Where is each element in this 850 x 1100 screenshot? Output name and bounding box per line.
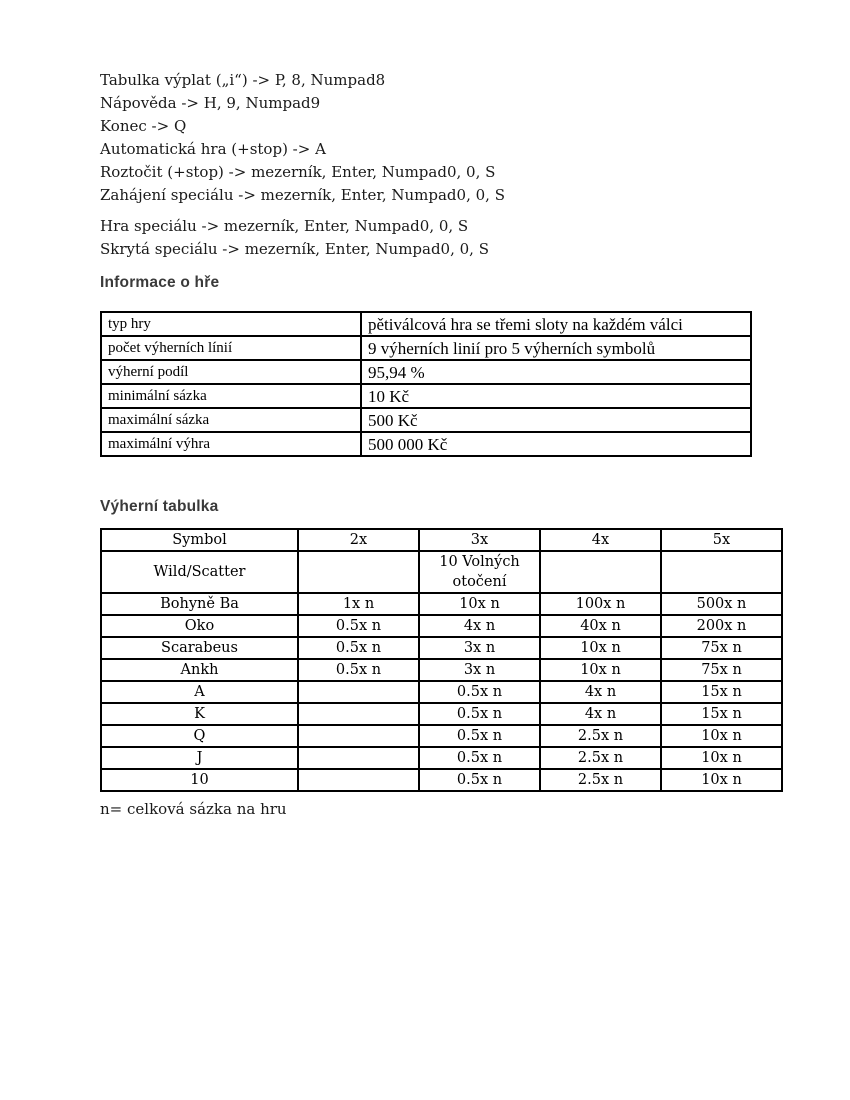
table-row <box>101 593 782 615</box>
game-info-heading: Informace o hře <box>100 274 220 291</box>
symbol-cell: Scarabeus <box>101 637 298 659</box>
payout-cell: 75x n <box>661 637 782 659</box>
column-header: 3x <box>419 529 540 551</box>
payout-cell: 0.5x n <box>419 769 540 791</box>
symbol-cell: Oko <box>101 615 298 637</box>
table-row <box>101 659 782 681</box>
payout-cell: 200x n <box>661 615 782 637</box>
symbol-cell: Q <box>101 725 298 747</box>
table-row <box>101 725 782 747</box>
table-row <box>101 747 782 769</box>
payout-cell: 3x n <box>419 659 540 681</box>
payout-cell: 10x n <box>419 593 540 615</box>
payout-cell <box>540 551 661 593</box>
payout-cell: 0.5x n <box>419 703 540 725</box>
column-header: 5x <box>661 529 782 551</box>
info-label: maximální sázka <box>101 408 361 432</box>
info-value: 500 000 Kč <box>361 432 751 456</box>
symbol-cell: Ankh <box>101 659 298 681</box>
info-label: počet výherních línií <box>101 336 361 360</box>
payout-cell: 10x n <box>540 637 661 659</box>
payout-cell <box>298 725 419 747</box>
payout-cell <box>298 681 419 703</box>
table-row <box>101 312 751 336</box>
payout-cell: 40x n <box>540 615 661 637</box>
table-row <box>101 432 751 456</box>
shortcut-line: Automatická hra (+stop) -> A <box>100 140 326 158</box>
symbol-cell: A <box>101 681 298 703</box>
paytable <box>100 528 783 792</box>
payout-cell: 10x n <box>540 659 661 681</box>
payout-cell <box>298 551 419 593</box>
payout-cell: 0.5x n <box>419 725 540 747</box>
column-header: 4x <box>540 529 661 551</box>
column-header: 2x <box>298 529 419 551</box>
symbol-cell: Wild/Scatter <box>101 551 298 593</box>
payout-cell: 2.5x n <box>540 769 661 791</box>
table-row <box>101 637 782 659</box>
payout-cell: 4x n <box>540 703 661 725</box>
info-label: výherní podíl <box>101 360 361 384</box>
shortcut-line: Roztočit (+stop) -> mezerník, Enter, Numpad0, 0, S <box>100 163 496 181</box>
table-row <box>101 336 751 360</box>
shortcut-line: Zahájení speciálu -> mezerník, Enter, Numpad0, 0, S <box>100 186 505 204</box>
paytable-heading: Výherní tabulka <box>100 498 219 515</box>
paytable-footnote: n= celková sázka na hru <box>100 800 287 818</box>
table-row <box>101 615 782 637</box>
payout-cell <box>298 703 419 725</box>
table-row <box>101 408 751 432</box>
payout-cell <box>298 769 419 791</box>
payout-cell: 4x n <box>540 681 661 703</box>
payout-cell: 100x n <box>540 593 661 615</box>
payout-cell: 3x n <box>419 637 540 659</box>
payout-cell <box>661 551 782 593</box>
info-value: 10 Kč <box>361 384 751 408</box>
payout-cell: 15x n <box>661 681 782 703</box>
table-row <box>101 551 782 593</box>
payout-cell: 0.5x n <box>298 615 419 637</box>
shortcut-line: Konec -> Q <box>100 117 187 135</box>
symbol-cell: K <box>101 703 298 725</box>
payout-cell: 0.5x n <box>419 747 540 769</box>
shortcut-list-main <box>100 69 505 207</box>
payout-cell: 0.5x n <box>419 681 540 703</box>
shortcut-line: Skrytá speciálu -> mezerník, Enter, Numpad0, 0, S <box>100 240 489 258</box>
table-row <box>101 384 751 408</box>
payout-cell: 10x n <box>661 769 782 791</box>
payout-cell: 0.5x n <box>298 637 419 659</box>
table-row <box>101 769 782 791</box>
shortcut-line: Nápověda -> H, 9, Numpad9 <box>100 94 321 112</box>
shortcut-line: Tabulka výplat („i“) -> P, 8, Numpad8 <box>100 71 386 89</box>
info-value: 500 Kč <box>361 408 751 432</box>
payout-cell: 10x n <box>661 747 782 769</box>
info-label: typ hry <box>101 312 361 336</box>
symbol-cell: 10 <box>101 769 298 791</box>
info-label: minimální sázka <box>101 384 361 408</box>
game-info-table <box>100 311 752 457</box>
payout-cell: 75x n <box>661 659 782 681</box>
symbol-cell: J <box>101 747 298 769</box>
symbol-cell: Bohyně Ba <box>101 593 298 615</box>
info-label: maximální výhra <box>101 432 361 456</box>
payout-cell: 10x n <box>661 725 782 747</box>
payout-cell: 500x n <box>661 593 782 615</box>
payout-cell: 0.5x n <box>298 659 419 681</box>
info-value: pětiválcová hra se třemi sloty na každém válci <box>361 312 751 336</box>
payout-cell: 10 Volných otočení <box>419 551 540 593</box>
table-row <box>101 703 782 725</box>
payout-cell: 1x n <box>298 593 419 615</box>
payout-cell: 2.5x n <box>540 747 661 769</box>
payout-cell: 2.5x n <box>540 725 661 747</box>
column-header: Symbol <box>101 529 298 551</box>
payout-cell <box>298 747 419 769</box>
payout-cell: 4x n <box>419 615 540 637</box>
shortcut-line: Hra speciálu -> mezerník, Enter, Numpad0, 0, S <box>100 217 469 235</box>
table-row <box>101 681 782 703</box>
payout-cell: 15x n <box>661 703 782 725</box>
table-row <box>101 360 751 384</box>
info-value: 95,94 % <box>361 360 751 384</box>
info-value: 9 výherních linií pro 5 výherních symbolů <box>361 336 751 360</box>
paytable-header-row <box>101 529 782 551</box>
shortcut-list-special <box>100 215 489 261</box>
